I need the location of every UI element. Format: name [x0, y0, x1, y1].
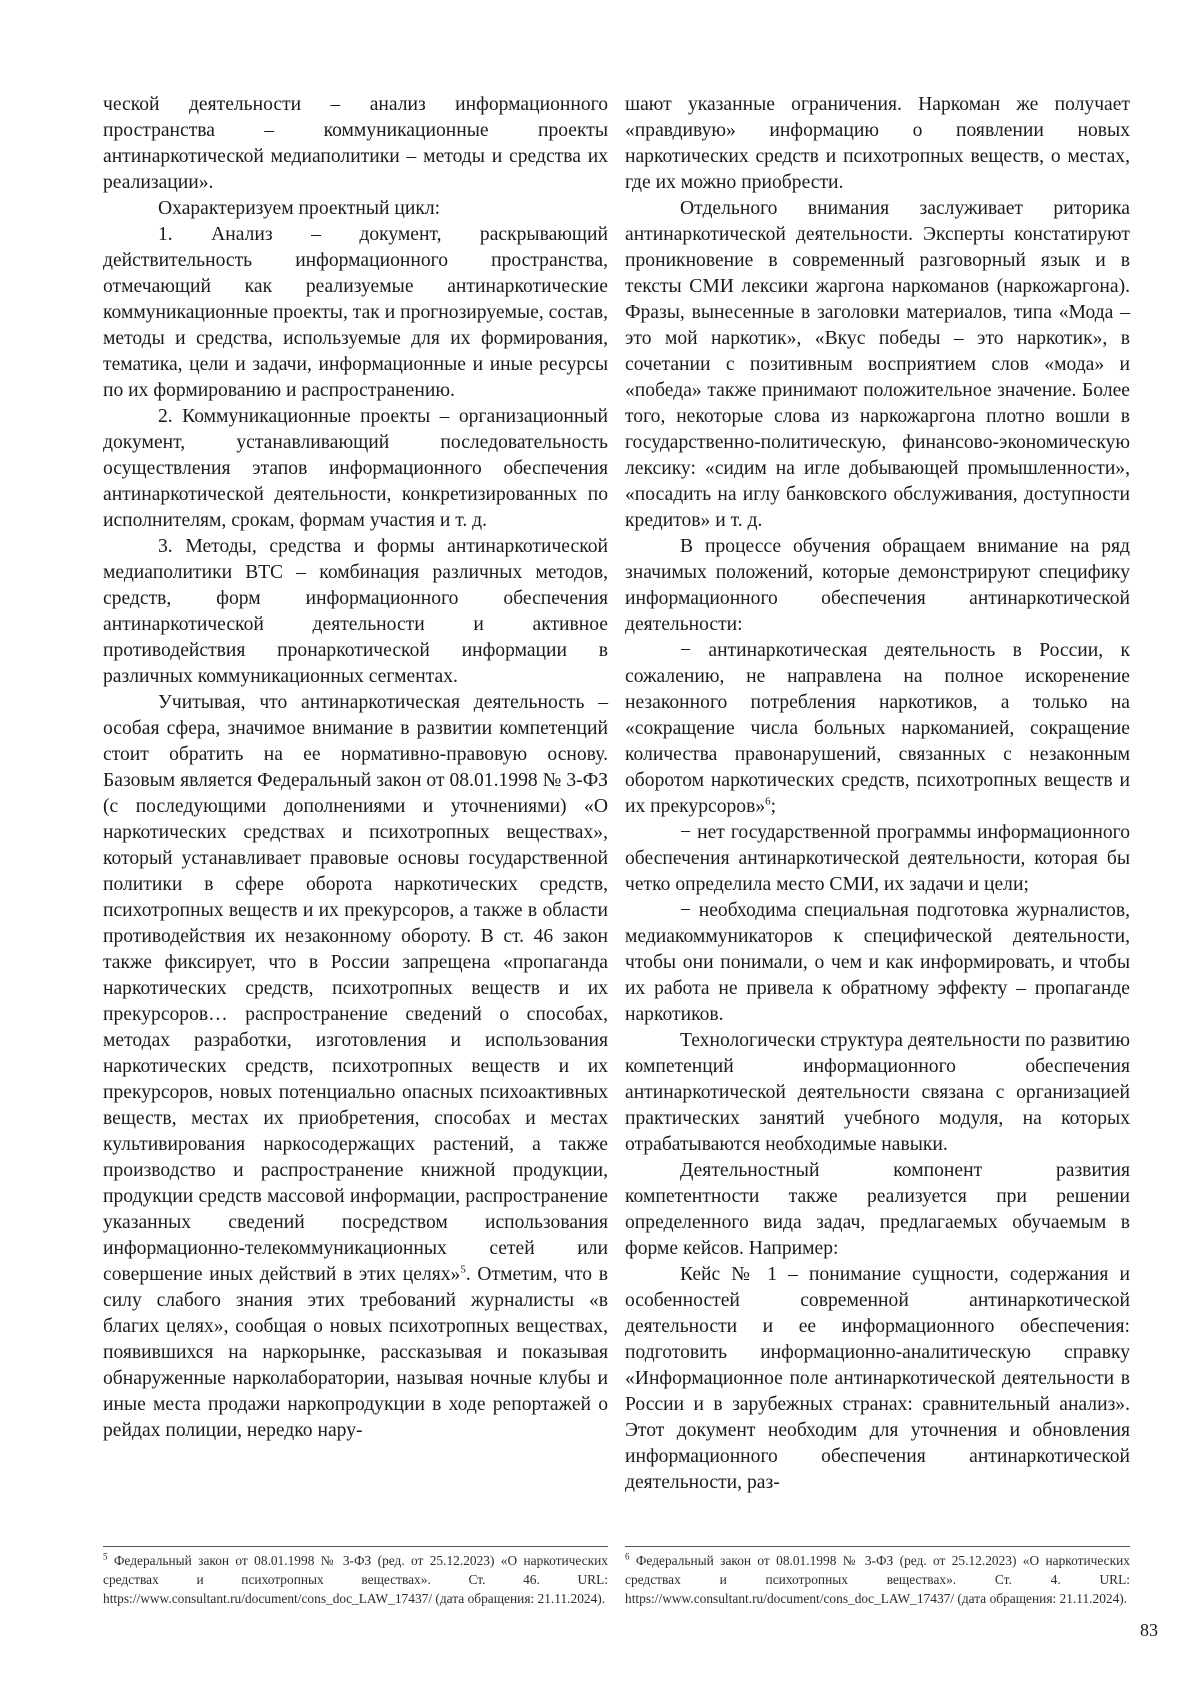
paragraph: 3. Методы, средства и формы антинаркотической медиаполитики ВТС – комбинация различных методов, средств, форм информационного обеспечения антинаркотической деятельности и активное противодействия пронаркотической информации в различных коммуникационных сегментах.: [103, 536, 608, 687]
list-item: [625, 638, 1130, 820]
paragraph: ческой деятельности – анализ информационного пространства – коммуникационные проекты антинаркотической медиаполитики – методы и средства их реализации».: [103, 94, 608, 193]
paragraph: В процессе обучения обращаем внимание на ряд значимых положений, которые демонстрируют специфику информационного обеспечения антинаркотической деятельности:: [625, 536, 1130, 635]
footnote-area-right: [625, 1546, 1130, 1608]
paragraph-text: Учитывая, что антинаркотическая деятельность – особая сфера, значимое внимание в развитии компетенций стоит обратить на ее нормативно-правовую основу. Базовым является Федеральный закон от 08.01.1998 № 3-ФЗ (с последующими дополнениями и уточнениями) «О наркотических средствах и психотропных веществах», который устанавливает правовые основы государственной политики в сфере оборота наркотических средств, психотропных веществ и их прекурсоров, а также в области противодействия их незаконному обороту. В ст. 46 закон также фиксирует, что в России запрещена «пропаганда наркотических средств, психотропных веществ и их прекурсоров… распространение сведений о способах, методах разработки, изготовления и использования наркотических средств, психотропных веществ и их прекурсоров, новых потенциально опасных психоактивных веществ, местах их приобретения, способах и местах культивирования наркосодержащих растений, а также производство и распространение книжной продукции, продукции средств массовой информации, распространение указанных сведений посредством использования информационно-телекоммуникационных сетей или совершение иных действий в этих целях»: [103, 692, 608, 1285]
footnote-ref-6[interactable]: 6: [765, 795, 771, 808]
footnote-area-left: [103, 1546, 608, 1608]
paragraph: 1. Анализ – документ, раскрывающий действительность информационного пространства, отмечающий как реализуемые антинаркотические коммуникационные проекты, так и прогнозируемые, состав, методы и средства, используемые для их формирования, тематика, цели и задачи, информационные и иные ресурсы по их формированию и распространению.: [103, 224, 608, 401]
footnote-mark: 6: [625, 1551, 630, 1562]
footnote-ref-5[interactable]: 5: [460, 1263, 466, 1276]
right-column: [625, 92, 1130, 1496]
paragraph: шают указанные ограничения. Наркоман же получает «правдивую» информацию о появлении новых наркотических средств и психотропных веществ, о местах, где их можно приобрести.: [625, 94, 1130, 193]
footnote-text: Федеральный закон от 08.01.1998 № 3-ФЗ (ред. от 25.12.2023) «О наркотических средствах и психотропных веществах». Ст. 46. URL: https://www.consultant.ru/document/cons_doc_LAW_17437/ (дата обращения: 21.11.2024).: [103, 1553, 608, 1606]
footnote-mark: 5: [103, 1551, 108, 1562]
list-item: − необходима специальная подготовка журналистов, медиакоммуникаторов к специфической деятельности, чтобы они понимали, о чем и как информировать, и чтобы их работа не привела к обратному эффекту – пропаганде наркотиков.: [625, 900, 1130, 1025]
list-item: − нет государственной программы информационного обеспечения антинаркотической деятельности, которая бы четко определила место СМИ, их задачи и цели;: [625, 822, 1130, 895]
paragraph: Деятельностный компонент развития компетентности также реализуется при решении определенного вида задач, предлагаемых обучаемым в форме кейсов. Например:: [625, 1160, 1130, 1259]
footnote-6: [625, 1551, 1130, 1608]
paragraph: Охарактеризуем проектный цикл:: [158, 198, 441, 219]
paragraph: Кейс № 1 – понимание сущности, содержания и особенностей современной антинаркотической деятельности и ее информационного обеспечения: подготовить информационно-аналитическую справку «Информационное поле антинаркотической деятельности в России и в зарубежных странах: сравнительный анализ». Этот документ необходим для уточнения и обновления информационного обеспечения антинаркотической деятельности, раз-: [625, 1264, 1130, 1493]
footnote-text: Федеральный закон от 08.01.1998 № 3-ФЗ (ред. от 25.12.2023) «О наркотических средствах и психотропных веществах». Ст. 4. URL: https://www.consultant.ru/document/cons_doc_LAW_17437/ (дата обращения: 21.11.2024).: [625, 1553, 1130, 1606]
footnote-divider: [103, 1546, 608, 1547]
footnote-divider: [625, 1546, 1130, 1547]
left-column: [103, 92, 608, 1444]
paragraph: 2. Коммуникационные проекты – организационный документ, устанавливающий последовательность осуществления этапов информационного обеспечения антинаркотической деятельности, конкретизированных по исполнителям, срокам, формам участия и т. д.: [103, 406, 608, 531]
paragraph-text: . Отметим, что в силу слабого знания этих требований журналисты «в благих целях», сообщая о новых психотропных веществах, появившихся на наркорынке, рассказывая и показывая обнаруженные нарколаборатории, называя ночные клубы и иные места продажи наркопродукции в ходе репортажей о рейдах полиции, нередко нару-: [103, 1264, 608, 1441]
footnote-5: [103, 1551, 608, 1608]
list-item-text: − антинаркотическая деятельность в России, к сожалению, не направлена на полное искоренение незаконного потребления наркотиков, а только на «сокращение числа больных наркоманией, сокращение количества правонарушений, связанных с незаконным оборотом наркотических средств, психотропных веществ и их прекурсоров»: [625, 640, 1130, 817]
paragraph: [103, 690, 608, 1444]
page-number: 83: [1140, 1620, 1158, 1640]
paragraph: Отдельного внимания заслуживает риторика антинаркотической деятельности. Эксперты констатируют проникновение в современный разговорный язык и в тексты СМИ лексики жаргона наркоманов (наркожаргона). Фразы, вынесенные в заголовки материалов, типа «Мода – это мой наркотик», «Вкус победы – это наркотик», в сочетании с позитивным восприятием слов «мода» и «победа» также принимают положительное значение. Более того, некоторые слова из наркожаргона плотно вошли в государственно-политическую, финансово-экономическую лексику: «сидим на игле добывающей промышленности», «посадить на иглу банковского обслуживания, доступности кредитов» и т. д.: [625, 198, 1130, 531]
paragraph: Технологически структура деятельности по развитию компетенций информационного обеспечения антинаркотической деятельности связана с организацией практических занятий учебного модуля, на которых отрабатываются необходимые навыки.: [625, 1030, 1130, 1155]
list-item-text: ;: [770, 796, 777, 817]
